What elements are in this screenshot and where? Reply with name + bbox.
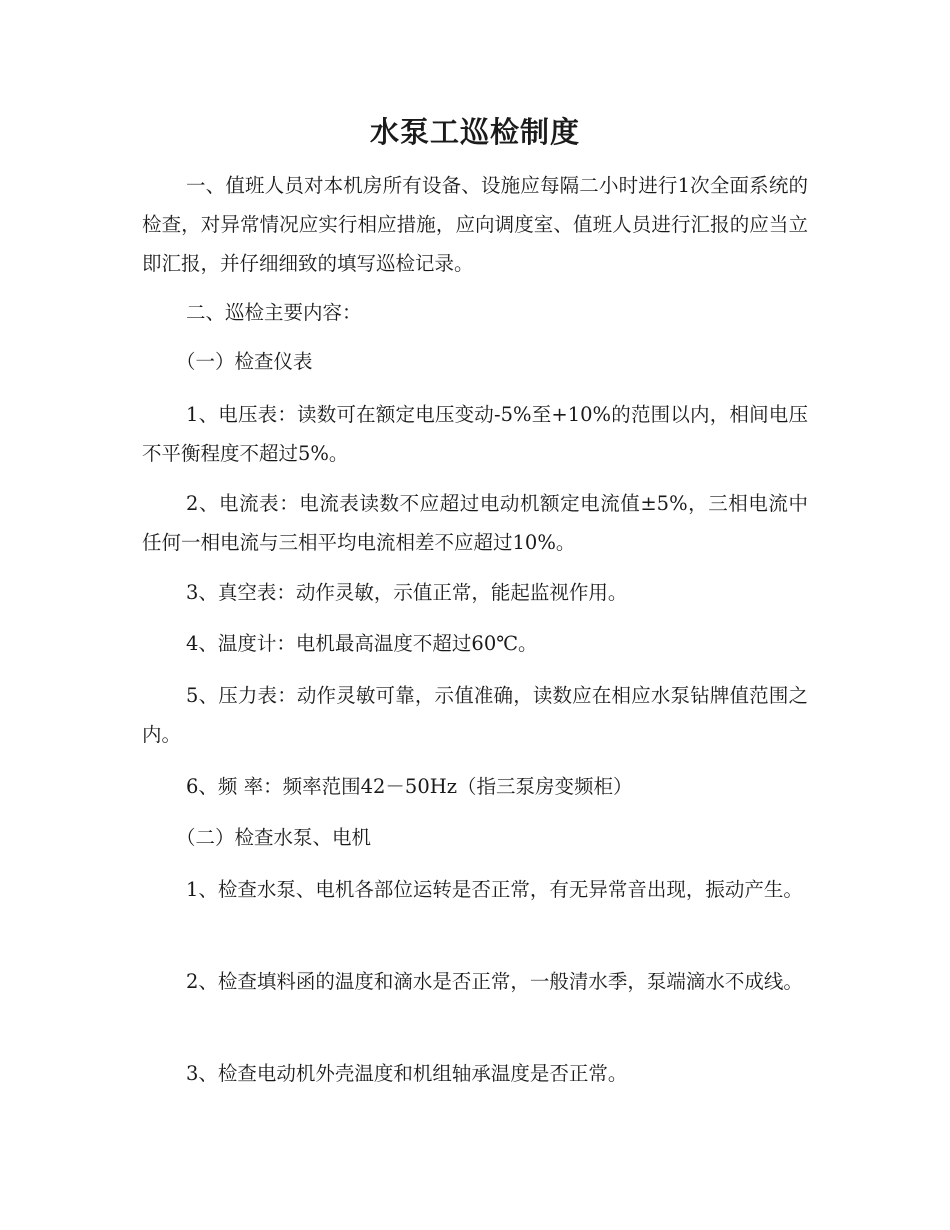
paragraph-packing-box: 2、检查填料函的温度和滴水是否正常，一般清水季，泵端滴水不成线。 [186, 970, 803, 993]
paragraph-motor-temperature: 3、检查电动机外壳温度和机组轴承温度是否正常。 [186, 1062, 628, 1085]
paragraph-inspection-content-heading: 二、巡检主要内容： [186, 301, 362, 324]
paragraph-pump-operation: 1、检查水泵、电机各部位运转是否正常，有无异常音出现，振动产生。 [186, 878, 803, 901]
paragraph-thermometer: 4、温度计：电机最高温度不超过60℃。 [186, 632, 538, 655]
document-title: 水泵工巡检制度 [369, 115, 580, 149]
paragraph-voltmeter: 1、电压表：读数可在额定电压变动-5%至+10%的范围以内，相间电压不平衡程度不超过5%。 [142, 403, 808, 465]
paragraph-ammeter: 2、电流表：电流表读数不应超过电动机额定电流值±5%，三相电流中任何一相电流与三相平均电流相差不应超过10%。 [142, 492, 808, 554]
paragraph-pressure-gauge: 5、压力表：动作灵敏可靠，示值准确，读数应在相应水泵钻牌值范围之内。 [142, 684, 808, 746]
paragraph-check-instruments-heading: （一）检查仪表 [176, 350, 313, 373]
paragraph-check-pump-motor-heading: （二）检查水泵、电机 [176, 826, 372, 849]
paragraph-frequency: 6、频 率：频率范围42－50Hz（指三泵房变频柜） [186, 775, 633, 798]
paragraph-duty-inspection: 一、值班人员对本机房所有设备、设施应每隔二小时进行1次全面系统的检查，对异常情况应实行相应措施，应向调度室、值班人员进行汇报的应当立即汇报，并仔细细致的填写巡检记录。 [142, 174, 808, 275]
paragraph-vacuum-gauge: 3、真空表：动作灵敏，示值正常，能起监视作用。 [186, 581, 628, 604]
